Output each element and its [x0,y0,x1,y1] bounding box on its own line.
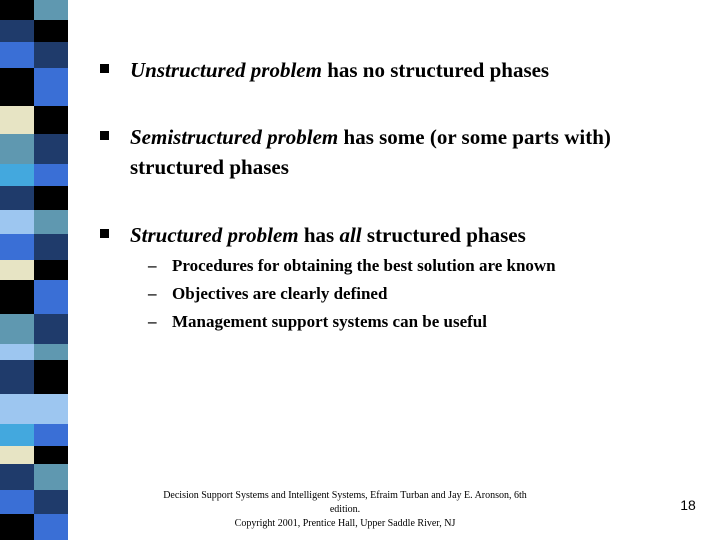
sub-bullet-text: Procedures for obtaining the best solution are known [172,256,556,275]
tile [0,344,34,360]
tile [34,490,68,514]
tile [0,424,34,446]
tile [0,20,34,42]
tile [34,464,68,490]
tile [0,106,34,134]
bullet-mid: has [298,223,340,247]
tile [34,424,68,446]
tile [34,42,68,68]
bullet-emphasis: all [339,223,362,247]
sub-bullet-item [148,280,698,308]
tile [34,314,68,344]
tile [0,0,34,20]
footer-line: Copyright 2001, Prentice Hall, Upper Saddle River, NJ [234,518,456,529]
tile [34,260,68,280]
page-number: 18 [680,497,696,513]
tile [34,514,68,540]
bullet-term: Semistructured problem [130,125,339,149]
tile [0,260,34,280]
tile [34,446,68,464]
bullet-rest: structured phases [361,223,526,247]
square-bullet-icon [100,131,109,140]
tile [34,360,68,394]
tile [0,42,34,68]
tile [0,280,34,314]
tile [0,314,34,344]
tile [0,490,34,514]
tile [0,186,34,210]
tile [34,134,68,164]
bullet-text [130,55,700,85]
tile [0,210,34,234]
bullet-text [130,220,700,250]
bullet-text [130,122,700,182]
tile [34,344,68,360]
tile [0,164,34,186]
square-bullet-icon [100,229,109,238]
bullet-rest: has no structured phases [321,58,550,82]
tile [0,134,34,164]
tile [0,514,34,540]
footer-citation [160,489,530,531]
tile [34,280,68,314]
tile [34,68,68,106]
bullet-term: Structured problem [130,223,299,247]
tile [34,394,68,424]
tile [34,164,68,186]
tile [34,234,68,260]
dash-bullet: – [148,256,157,275]
sub-bullet-item [148,308,698,336]
tile [34,0,68,20]
bullet-term: Unstructured problem [130,58,322,82]
sub-bullet-text: Objectives are clearly defined [172,284,388,303]
footer-line: Decision Support Systems and Intelligent Systems, Efraim Turban and Jay E. Aronson, 6th edition. [163,490,527,515]
bullet-rest: has some (or some parts with) structured phases [130,125,611,179]
dash-bullet: – [148,312,157,331]
square-bullet-icon [100,64,109,73]
tile [34,186,68,210]
sub-bullet-text: Management support systems can be useful [172,312,487,331]
tile [0,68,34,106]
decorative-tile-strip [0,0,68,540]
tile [0,394,34,424]
tile [0,234,34,260]
tile [0,446,34,464]
sub-bullet-item [148,252,698,280]
tile [0,360,34,394]
tile [34,210,68,234]
tile [34,20,68,42]
tile [0,464,34,490]
dash-bullet: – [148,284,157,303]
tile [34,106,68,134]
